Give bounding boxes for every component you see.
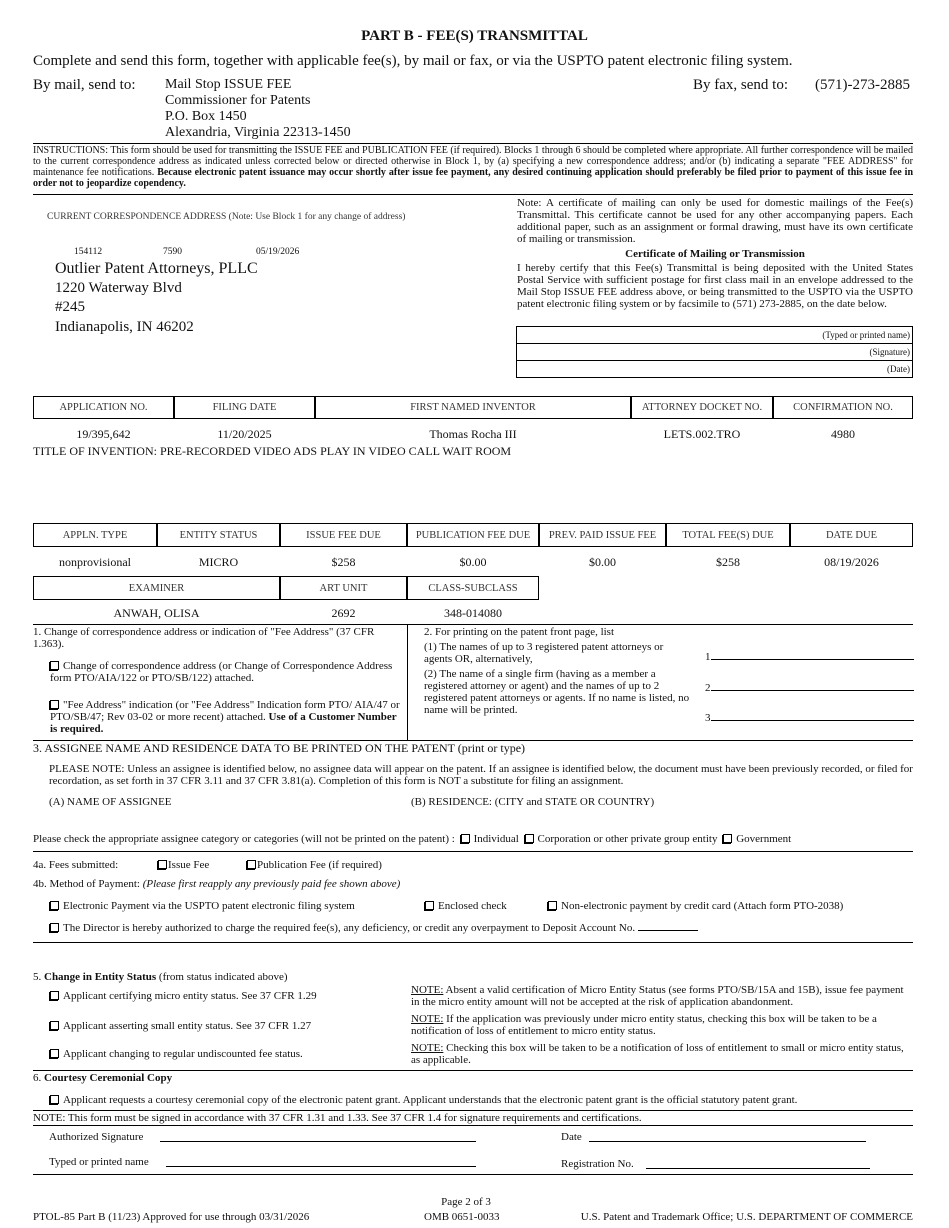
- checkbox[interactable]: [50, 901, 59, 910]
- certificate-title: Certificate of Mailing or Transmission: [625, 248, 805, 260]
- appln-type: nonprovisional: [59, 555, 131, 569]
- header-issue-fee-due: ISSUE FEE DUE: [280, 523, 407, 547]
- method-note: (Please first reapply any previously paid fee shown above): [142, 878, 401, 890]
- form-number: PTOL-85 Part B (11/23) Approved for use through 03/31/2026: [33, 1211, 310, 1223]
- checkbox[interactable]: [158, 860, 167, 869]
- header-application-no: APPLICATION NO.: [33, 396, 174, 419]
- attorney-line-2[interactable]: 2: [705, 682, 914, 694]
- typed-name-field[interactable]: [166, 1166, 476, 1167]
- correspondence-date: 05/19/2026: [256, 247, 300, 257]
- page-number: Page 2 of 3: [441, 1196, 491, 1208]
- block5-note1: NOTE: Absent a valid certification of Micro Entity Status (see forms PTO/SB/15A and 15B), issue fee payment in the micro entity amount will not be accepted at the risk of application abandonment.: [411, 984, 904, 1008]
- mail-line: Mail Stop ISSUE FEE: [165, 77, 292, 92]
- certificate-body: I hereby certify that this Fee(s) Transmittal is being deposited with the United States Postal Service with sufficient postage for first class mail in an envelope addressed to the Mail Stop ISSUE FEE address above, or being transmitted to the USPTO via the USPTO patent electronic filing system or by facsimile to (571) 273-2885, on the date below.: [517, 262, 913, 310]
- entity-status: MICRO: [198, 555, 239, 569]
- examiner-table-header: [33, 576, 539, 600]
- issue-fee-due: $258: [331, 555, 356, 569]
- address-line: #245: [55, 299, 85, 315]
- confirmation-no: 4980: [831, 427, 855, 441]
- mail-line: P.O. Box 1450: [165, 109, 247, 124]
- attorney-docket-no: LETS.002.TRO: [663, 427, 741, 441]
- block2-title: 2. For printing on the patent front page, list: [424, 626, 615, 638]
- category-label: Please check the appropriate assignee category or categories (will not be printed on the patent) :: [33, 833, 455, 845]
- checkbox[interactable]: [50, 1095, 59, 1104]
- fees-submitted-label: 4a. Fees submitted:: [33, 859, 119, 871]
- instructions-text: INSTRUCTIONS: This form should be used for transmitting the ISSUE FEE and PUBLICATION FEE (if required). Blocks 1 through 6 should be completed where appropriate. All further correspondence will be mailed to the current correspondence address as indicated unless corrected below or directed otherwise in Block 1, by (a) specifying a new correspondence address; and/or (b) indicating a separate "FEE ADDRESS" for maintenance fee notifications.: [33, 145, 913, 178]
- checkbox[interactable]: [50, 991, 59, 1000]
- block3-title: 3. ASSIGNEE NAME AND RESIDENCE DATA TO BE PRINTED ON THE PATENT (print or type): [33, 741, 526, 755]
- mail-address: [165, 77, 351, 141]
- fax-label: By fax, send to:: [693, 77, 788, 93]
- header-first-named-inventor: FIRST NAMED INVENTOR: [315, 396, 631, 419]
- typed-name-label: Typed or printed name: [49, 1156, 149, 1168]
- registration-no-field[interactable]: [646, 1168, 870, 1169]
- method-label: 4b. Method of Payment:: [33, 878, 140, 890]
- address-line: 1220 Waterway Blvd: [55, 279, 182, 296]
- prev-paid-issue-fee: $0.00: [589, 555, 616, 569]
- individual-label: Individual: [473, 833, 519, 845]
- instructions-bold: Because electronic patent issuance may occur shortly after issue fee payment, any desired continuing application should preferably be filed prior to payment of this issue fee in order not to jeopardize copendency.: [33, 167, 914, 189]
- assignee-residence-label: (B) RESIDENCE: (CITY and STATE OR COUNTRY): [411, 796, 655, 808]
- correspondence-header: CURRENT CORRESPONDENCE ADDRESS (Note: Use Block 1 for any change of address): [47, 212, 406, 222]
- block2-option1: (1) The names of up to 3 registered patent attorneys or agents OR, alternatively,: [424, 641, 664, 665]
- registration-no-label: Registration No.: [561, 1158, 634, 1170]
- date-field[interactable]: [589, 1141, 866, 1142]
- block3-note: PLEASE NOTE: Unless an assignee is identified below, no assignee data will appear on the patent. If an assignee is identified below, the document must have been previously recorded, or filed for recordation, as set forth in 37 CFR 3.11 and 37 CFR 3.81(a). Completion of this form is NOT a substitute for filing an assignment.: [49, 763, 913, 787]
- correspondence-address: [55, 259, 258, 337]
- checkbox[interactable]: [50, 700, 59, 709]
- correspondence-code2: 7590: [163, 247, 182, 257]
- block5-note3: NOTE: Checking this box will be taken to be a notification of loss of entitlement to small or micro entity status, as applicable.: [411, 1042, 904, 1066]
- ceremonial-copy-option[interactable]: Applicant requests a courtesy ceremonial copy of the electronic patent grant. Applicant understands that the electronic patent grant is the official statutory patent grant.: [50, 1094, 797, 1106]
- application-table-header: [33, 396, 913, 419]
- first-named-inventor: Thomas Rocha III: [429, 427, 517, 441]
- header-art-unit: ART UNIT: [280, 576, 407, 600]
- block5-title: 5. Change in Entity Status (from status indicated above): [33, 971, 288, 983]
- checkbox[interactable]: [247, 860, 256, 869]
- date-field[interactable]: (Date): [887, 364, 910, 374]
- regular-fee-option[interactable]: Applicant changing to regular undiscounted fee status.: [50, 1048, 303, 1060]
- issue-fee-option[interactable]: Issue Fee: [158, 859, 209, 871]
- fee-table-header: [33, 523, 913, 547]
- publication-fee-option[interactable]: Publication Fee (if required): [247, 859, 382, 871]
- block2-option2: (2) The name of a single firm (having as a member a registered attorney or agent) and the names of up to 2 registered patent attorneys or agents. If no name is listed, no name will be printed.: [424, 668, 690, 716]
- checkbox[interactable]: [50, 1021, 59, 1030]
- header-examiner: EXAMINER: [33, 576, 280, 600]
- checkbox-government[interactable]: [723, 834, 732, 843]
- checkbox-individual[interactable]: [461, 834, 470, 843]
- total-fees-due: $258: [716, 555, 740, 569]
- header-date-due: DATE DUE: [790, 523, 913, 547]
- government-label: Government: [736, 833, 792, 845]
- page-title: PART B - FEE(S) TRANSMITTAL: [361, 28, 588, 44]
- address-line: Indianapolis, IN 46202: [55, 318, 194, 335]
- header-entity-status: ENTITY STATUS: [157, 523, 280, 547]
- checkbox[interactable]: [50, 661, 59, 670]
- application-no: 19/395,642: [76, 427, 131, 441]
- signature-note: NOTE: This form must be signed in accordance with 37 CFR 1.31 and 1.33. See 37 CFR 1.4 for signature requirements and certifications.: [33, 1112, 642, 1124]
- signature-field[interactable]: (Signature): [517, 344, 912, 361]
- method-of-payment: [33, 878, 400, 890]
- correspondence-code1: 154112: [74, 247, 103, 257]
- header-class-subclass: CLASS-SUBCLASS: [407, 576, 539, 600]
- date-label: Date: [561, 1131, 582, 1143]
- authorized-signature-label: Authorized Signature: [49, 1131, 144, 1143]
- enclosed-check-option[interactable]: Enclosed check: [425, 900, 507, 912]
- block6-title: 6. Courtesy Ceremonial Copy: [33, 1072, 173, 1084]
- header-total-fees-due: TOTAL FEE(S) DUE: [666, 523, 790, 547]
- form-subtitle: Complete and send this form, together with applicable fee(s), by mail or fax, or via the USPTO patent electronic filing system.: [33, 53, 793, 69]
- publication-fee-due: $0.00: [459, 555, 487, 569]
- class-subclass: 348-014080: [444, 606, 502, 620]
- checkbox[interactable]: [50, 923, 59, 932]
- customer-number-note: Use of a Customer Number is required.: [50, 711, 397, 735]
- omb-number: OMB 0651-0033: [424, 1211, 500, 1223]
- assignee-category: [33, 833, 791, 845]
- instructions: [33, 145, 913, 189]
- header-filing-date: FILING DATE: [174, 396, 315, 419]
- electronic-payment-option[interactable]: Electronic Payment via the USPTO patent electronic filing system: [50, 900, 355, 912]
- checkbox[interactable]: [425, 901, 434, 910]
- block5-note2: NOTE: If the application was previously under micro entity status, checking this box will be taken to be a notification of loss of entitlement to micro entity status.: [411, 1013, 877, 1037]
- header-prev-paid-issue-fee: PREV. PAID ISSUE FEE: [539, 523, 666, 547]
- certificate-note: Note: A certificate of mailing can only be used for domestic mailings of the Fee(s) Transmittal. This certificate cannot be used for any other accompanying papers. Each additional paper, such as an assignment or formal drawing, must have its own certificate of mailing or transmission.: [517, 197, 913, 245]
- checkbox[interactable]: [50, 1049, 59, 1058]
- small-entity-option[interactable]: Applicant asserting small entity status. See 37 CFR 1.27: [50, 1020, 311, 1032]
- checkbox-corporation[interactable]: [525, 834, 534, 843]
- typed-name-field[interactable]: (Typed or printed name): [517, 327, 912, 344]
- agency-name: U.S. Patent and Trademark Office; U.S. DEPARTMENT OF COMMERCE: [580, 1211, 913, 1223]
- credit-card-option[interactable]: Non-electronic payment by credit card (Attach form PTO-2038): [548, 900, 843, 912]
- micro-entity-option[interactable]: Applicant certifying micro entity status. See 37 CFR 1.29: [50, 990, 317, 1002]
- attorney-line-1[interactable]: 1: [705, 651, 914, 663]
- date-due: 08/19/2026: [824, 555, 879, 569]
- mail-line: Commissioner for Patents: [165, 93, 311, 108]
- header-appln-type: APPLN. TYPE: [33, 523, 157, 547]
- corporation-label: Corporation or other private group entity: [537, 833, 718, 845]
- block1-fee-address-option[interactable]: "Fee Address" indication (or "Fee Address" Indication form PTO/ AIA/47 or PTO/SB/47; Rev 03-02 or more recent) attached. Use of a Customer Number is required.: [50, 699, 400, 735]
- deposit-account-field[interactable]: [638, 930, 698, 931]
- title-of-invention: TITLE OF INVENTION: PRE-RECORDED VIDEO ADS PLAY IN VIDEO CALL WAIT ROOM: [33, 444, 512, 458]
- header-attorney-docket-no: ATTORNEY DOCKET NO.: [631, 396, 773, 419]
- block1-title: 1. Change of correspondence address or indication of "Fee Address" (37 CFR 1.363).: [33, 626, 375, 650]
- attorney-line-3[interactable]: 3: [705, 712, 914, 724]
- filing-date: 11/20/2025: [217, 427, 272, 441]
- fax-number: (571)-273-2885: [815, 77, 910, 93]
- mail-line: Alexandria, Virginia 22313-1450: [165, 125, 351, 140]
- examiner: ANWAH, OLISA: [113, 606, 200, 620]
- certificate-fields: [516, 326, 913, 378]
- block1-change-address-option[interactable]: Change of correspondence address (or Change of Correspondence Address form PTO/AIA/122 or PTO/SB/122) attached.: [50, 660, 393, 684]
- art-unit: 2692: [331, 606, 356, 620]
- authorized-signature-field[interactable]: [160, 1141, 476, 1142]
- header-publication-fee-due: PUBLICATION FEE DUE: [407, 523, 539, 547]
- assignee-name-label: (A) NAME OF ASSIGNEE: [49, 796, 172, 808]
- mail-label: By mail, send to:: [33, 77, 136, 93]
- address-line: Outlier Patent Attorneys, PLLC: [55, 260, 258, 277]
- header-confirmation-no: CONFIRMATION NO.: [773, 396, 913, 419]
- checkbox[interactable]: [548, 901, 557, 910]
- deposit-account-option[interactable]: The Director is hereby authorized to charge the required fee(s), any deficiency, or credit any overpayment to Deposit Account No.: [50, 922, 698, 934]
